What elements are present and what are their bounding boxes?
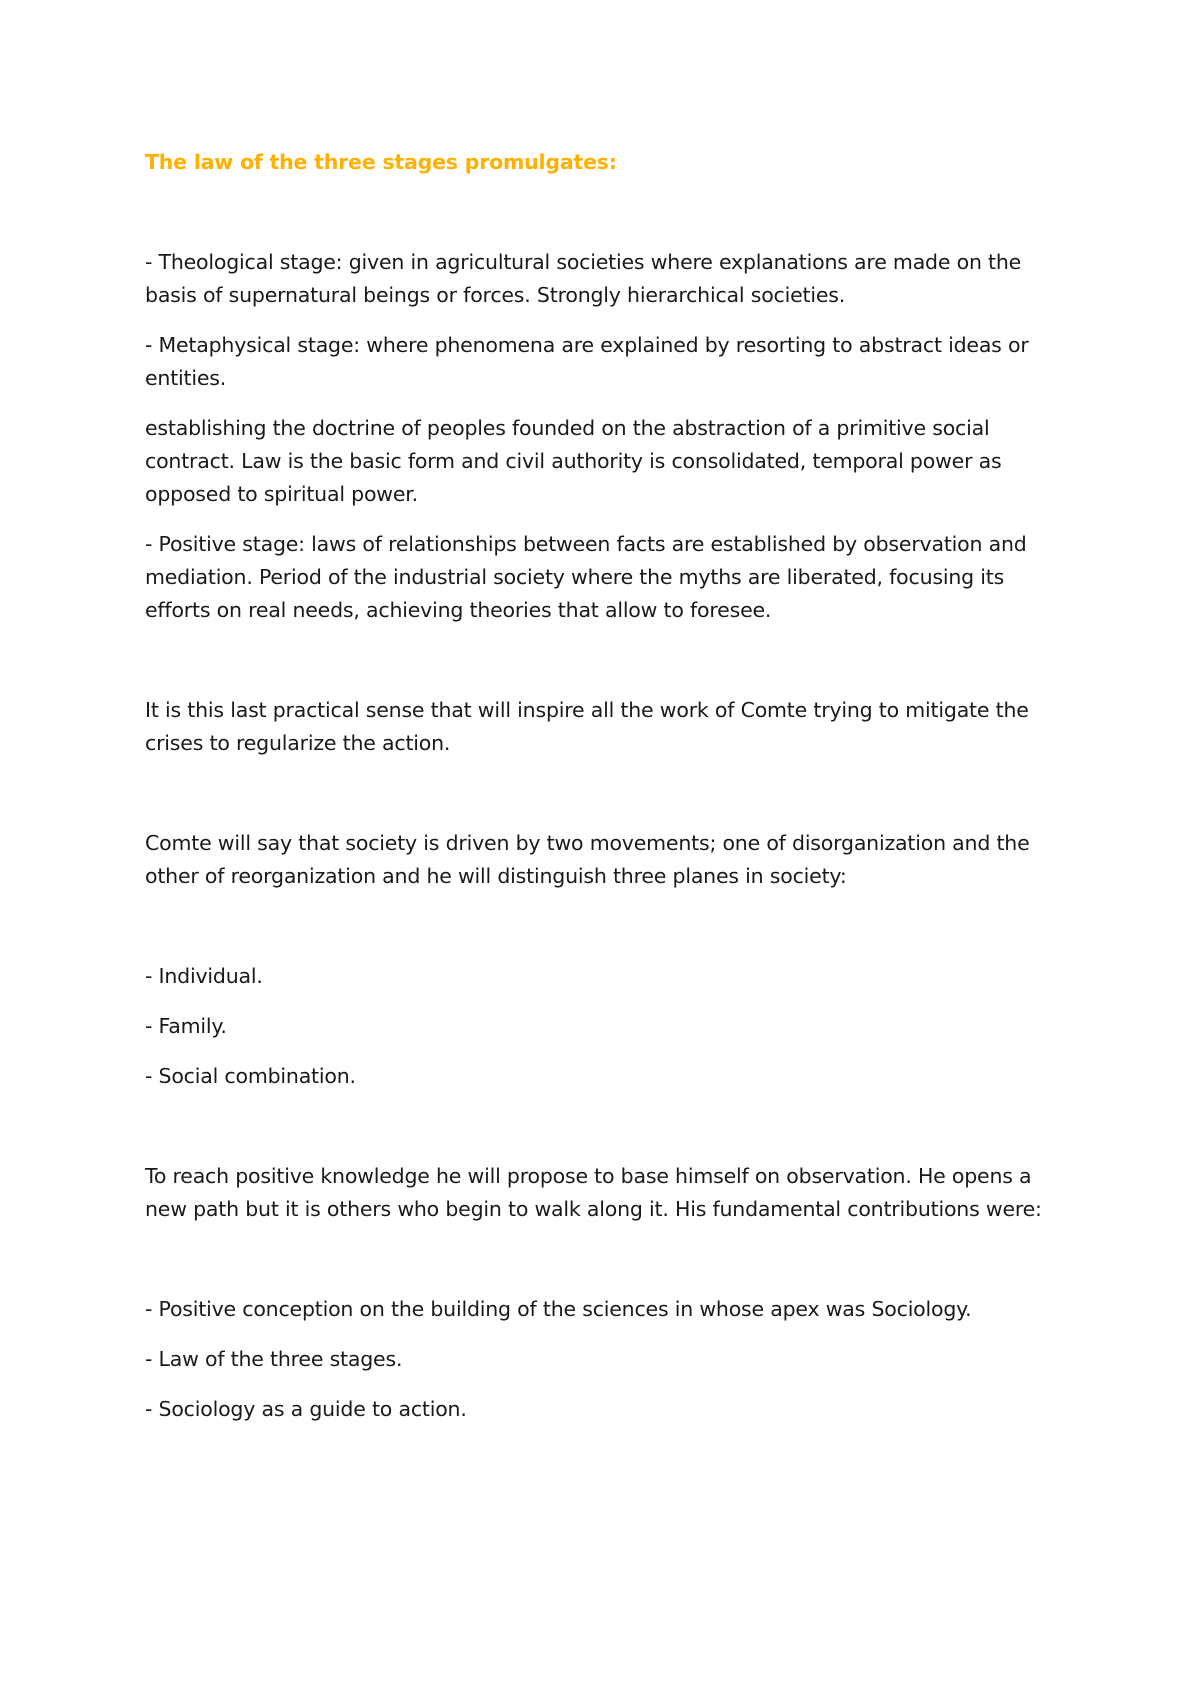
theological-stage-paragraph: - Theological stage: given in agricultural societies where explanations are made on the basis of supernatural beings or forces. Strongly hierarchical societies. [145,250,1022,307]
contribution-item: - Law of the three stages. [145,1347,403,1371]
plane-item: - Individual. [145,964,263,988]
positive-knowledge-paragraph: To reach positive knowledge he will propose to base himself on observation. He opens a new path but it is others who begin to walk along it. His fundamental contributions were: [145,1164,1042,1221]
contribution-item: - Sociology as a guide to action. [145,1397,467,1421]
plane-item: - Family. [145,1014,227,1038]
practical-sense-paragraph: It is this last practical sense that will inspire all the work of Comte trying to mitigate the crises to regularize the action. [145,698,1029,755]
positive-stage-paragraph: - Positive stage: laws of relationships between facts are established by observation and mediation. Period of the industrial society where the myths are liberated, focusing its efforts on real needs, achieving theories that allow to foresee. [145,532,1027,622]
metaphysical-continuation-paragraph: establishing the doctrine of peoples founded on the abstraction of a primitive social contract. Law is the basic form and civil authority is consolidated, temporal power as opposed to spiritual power. [145,416,1002,506]
section-heading: The law of the three stages promulgates: [145,150,617,174]
metaphysical-stage-paragraph: - Metaphysical stage: where phenomena are explained by resorting to abstract ideas or entities. [145,333,1029,390]
plane-item: - Social combination. [145,1064,356,1088]
movements-paragraph: Comte will say that society is driven by two movements; one of disorganization and the other of reorganization and he will distinguish three planes in society: [145,831,1030,888]
contribution-item: - Positive conception on the building of the sciences in whose apex was Sociology. [145,1297,972,1321]
document-body [145,146,1075,1443]
